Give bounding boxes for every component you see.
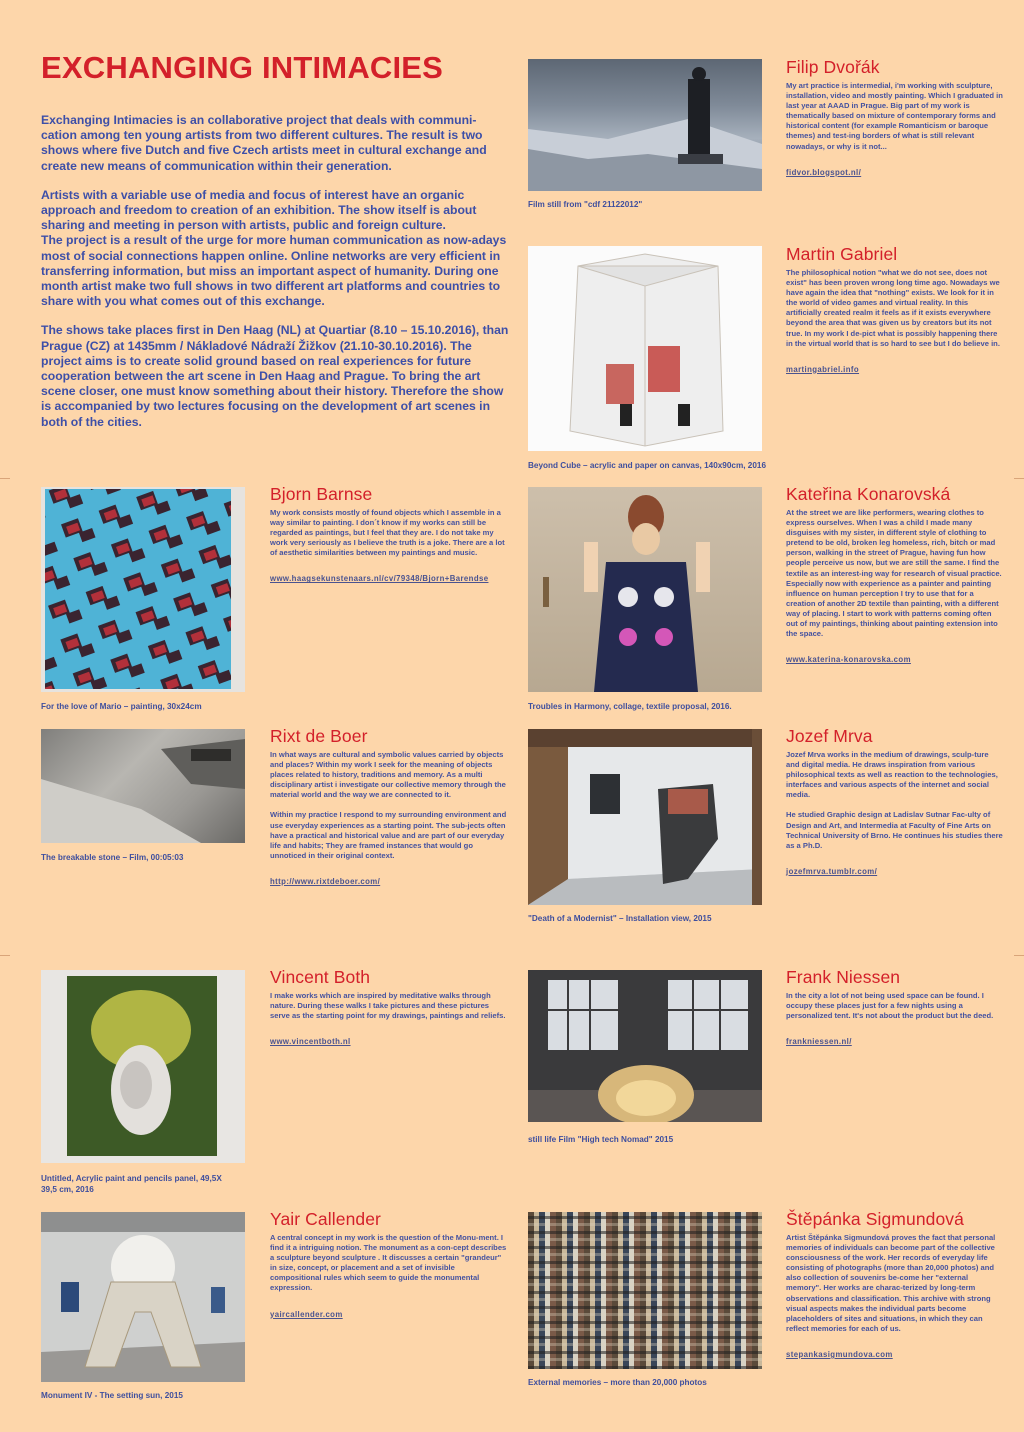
artist-block-jozef-mrva — [786, 726, 1004, 879]
artwork-caption: Film still from "cdf 21122012" — [528, 200, 643, 209]
artist-bio: Artist Štěpánka Sigmundová proves the fact that personal memories of individuals can become part of the collective consciousness of the work. Her records of everyday life consisting of photographs (more than 20,000 photos) and also collection of souvenirs be-come her "external memory". Her works are charac-terized by long-term observations and classification. This archive with strong visual aspects makes the individual parts become placeholders of sites and situations, in which they can reflect memories for each of us. — [786, 1233, 996, 1333]
intro-text — [41, 113, 511, 444]
artist-name: Kateřina Konarovská — [786, 484, 951, 504]
artwork-caption: "Death of a Modernist" – Installation view, 2015 — [528, 914, 712, 923]
artist-bio: At the street we are like performers, wearing clothes to express ourselves. When I was a child I made many disguises with my sister, in different style of clothing to pretend to be old, broken leg homeless, rich, bitch or mad person, walking in the street of Prague, having fun how people perceive us now, but we are still the same. I find the textile as an interest-ing way for research of visual practice. Especially now with experience as a painter and painting influence on human perception I try to use that for a creation of another 2D textile than painting, with a different way of placing. I start to work with patterns coming often out of my paintings, thinking about painting extension into the space. — [786, 508, 1002, 639]
artist-block-filip-dvorak — [786, 57, 1004, 180]
artwork-caption: still life Film "High tech Nomad" 2015 — [528, 1135, 674, 1144]
artwork-photo-film-still — [528, 59, 762, 191]
artist-block-rixt-de-boer — [270, 726, 508, 889]
artwork-photo-death-of-a-modernist — [528, 729, 762, 905]
artist-bio: A central concept in my work is the question of the Monu-ment. I find it a intriguing notion. The monument as a con-cept describes a sculpture beyond sculpture . It discusses a certain "grandeur" in size, concept, or placement and a set of invisible compositional rules which seem to guide the monumental expression. — [270, 1233, 507, 1293]
artist-name: Rixt de Boer — [270, 726, 368, 746]
artist-website-link[interactable]: http://www.rixtdeboer.com/ — [270, 876, 381, 886]
artwork-photo-monument-iv — [41, 1212, 245, 1382]
artist-block-frank-niessen — [786, 967, 1004, 1049]
artist-website-link[interactable]: www.haagsekunstenaars.nl/cv/79348/Bjorn+Barendse — [270, 574, 489, 584]
artist-bio: I make works which are inspired by meditative walks through nature. During these walks I take pictures and these pictures serve as the starting point for my drawings, paintings and reliefs. — [270, 991, 506, 1021]
artist-name: Vincent Both — [270, 967, 371, 987]
artwork-photo-mario-painting — [41, 487, 245, 692]
intro-paragraph: The project is a result of the urge for more human communication as now-adays most of social connections happen online. Online networks are very efficient in transferring information, but miss an important aspect of humanity. During one month artist make two full shows in two different art platforms and countries to share with you what comes out of this exchange. — [41, 233, 507, 309]
artist-block-vincent-both — [270, 967, 508, 1049]
artwork-photo-external-memories — [528, 1212, 762, 1369]
artist-bio: The philosophical notion "what we do not see, does not exist" has been proven wrong long time ago. Nowadays we have again the idea that "nothing" exists. We look for it in the world of video games and virtual reality. In this artificially created realm it feels as if it exists everywhere beyond the area that was given us by creators but its not true. In my work I de-pict what is possibly happening there in the virtual world that is so hard to see but I do believe in. — [786, 268, 1000, 348]
artist-website-link[interactable]: www.katerina-konarovska.com — [786, 655, 911, 665]
crop-mark — [0, 955, 10, 956]
artwork-caption: External memories – more than 20,000 photos — [528, 1378, 707, 1387]
artist-website-link[interactable]: frankniessen.nl/ — [786, 1037, 852, 1047]
artist-block-bjorn-barnse — [270, 484, 508, 586]
artist-name: Jozef Mrva — [786, 726, 873, 746]
artist-website-link[interactable]: yaircallender.com — [270, 1309, 343, 1319]
artist-bio: In the city a lot of not being used space can be found. I occupy these places just for a few nights using a personalized tent. It's not about the product but the deed. — [786, 991, 994, 1021]
crop-mark — [1014, 955, 1024, 956]
artist-block-stepanka-sigmundova — [786, 1209, 1004, 1362]
crop-mark — [1014, 478, 1024, 479]
artist-name: Bjorn Barnse — [270, 484, 373, 504]
intro-paragraph: Exchanging Intimacies is an collaborative project that deals with communi-cation among ten young artists from two different cultures. The result is two shows where five Dutch and five Czech artists meet in cultural exchange and create new means of communication within their generation. — [41, 113, 487, 173]
artwork-caption: Troubles in Harmony, collage, textile proposal, 2016. — [528, 702, 732, 711]
artist-block-martin-gabriel — [786, 244, 1004, 377]
artwork-photo-untitled-panel — [41, 970, 245, 1163]
artist-website-link[interactable]: www.vincentboth.nl — [270, 1037, 351, 1047]
artist-bio: Jozef Mrva works in the medium of drawings, sculp-ture and digital media. He draws inspiration from various philosophical texts as well as reaction to the technologies, interfaces and various aspects of the internet and social media. He studied Graphic design at Ladislav Sutnar Fac-ulty of Design and Art, and Intermedia at Faculty of Fine Arts on Technical University of Brno. He continues his studies there as a Ph.D. — [786, 750, 1003, 850]
artist-bio: My work consists mostly of found objects which I assemble in a way similar to painting. I don´t know if my works can still be regarded as paintings, but I feel that they are. I do not take my work very seriously as I believe the truth is a joke. There are a lot of aesthetic similarities between my paintings and music. — [270, 508, 505, 558]
artwork-caption: Monument IV - The setting sun, 2015 — [41, 1391, 183, 1400]
artwork-caption: Untitled, Acrylic paint and pencils panel, 49,5X 39,5 cm, 2016 — [41, 1174, 222, 1194]
artist-name: Yair Callender — [270, 1209, 381, 1229]
artwork-photo-high-tech-nomad — [528, 970, 762, 1122]
artwork-photo-troubles-in-harmony — [528, 487, 762, 692]
artist-name: Štěpánka Sigmundová — [786, 1209, 964, 1229]
intro-paragraph: Artists with a variable use of media and focus of interest have an organic approach and freedom to creation of an exhibition. The show itself is about sharing and meeting in person with artists, public and foreign culture. — [41, 187, 477, 233]
poster-title: EXCHANGING INTIMACIES — [41, 50, 444, 85]
crop-mark — [0, 478, 10, 479]
artwork-photo-breakable-stone — [41, 729, 245, 843]
artist-bio: In what ways are cultural and symbolic values carried by objects and places? Within my work I seek for the meaning of objects places related to history, traditions and memory. As a multi disciplinary artist i investigate our collective memory through the material world and the way we are connected to it. Within my practice I respond to my surrounding environment and use everyday experiences as a starting point. The sub-jects often have a practical and historical value and are part of our everyday life and habits; They are framed instances that would go unnoticed in their original context. — [270, 750, 507, 860]
artist-block-katerina-konarovska — [786, 484, 1004, 667]
artist-website-link[interactable]: stepankasigmundova.com — [786, 1349, 893, 1359]
artist-name: Martin Gabriel — [786, 244, 898, 264]
artist-website-link[interactable]: jozefmrva.tumblr.com/ — [786, 866, 878, 876]
artist-name: Frank Niessen — [786, 967, 901, 987]
artwork-caption: The breakable stone – Film, 00:05:03 — [41, 853, 184, 862]
artwork-caption: For the love of Mario – painting, 30x24cm — [41, 702, 202, 711]
intro-paragraph: The shows take places first in Den Haag (NL) at Quartiar (8.10 – 15.10.2016), than Prague (CZ) at 1435mm / Nákladové Nádraží Žižkov (21.10-30.10.2016). The project aims is to create solid ground based on real experiences for future cooperation between the art scene in Den Haag and Prague. To bring the art scene closer, one must know something about their history. Therefore the show is accompanied by two lectures focusing on the development of art scenes in both of the cities. — [41, 323, 509, 429]
artist-website-link[interactable]: martingabriel.info — [786, 364, 860, 374]
artist-block-yair-callender — [270, 1209, 508, 1322]
artist-website-link[interactable]: fidvor.blogspot.nl/ — [786, 167, 862, 177]
artwork-photo-beyond-cube — [528, 246, 762, 451]
artist-bio: My art practice is intermedial, i'm working with sculpture, installation, video and mostly painting. Which I graduated in last year at AAAD in Prague. Big part of my work is thematically based on mixture of contemporary forms and historical content (for example Romanticism or baroque themes) and test-ing borders of what is still relevant nowadays, or why is it not... — [786, 81, 1003, 151]
artist-name: Filip Dvořák — [786, 57, 880, 77]
artwork-caption: Beyond Cube – acrylic and paper on canvas, 140x90cm, 2016 — [528, 461, 767, 470]
